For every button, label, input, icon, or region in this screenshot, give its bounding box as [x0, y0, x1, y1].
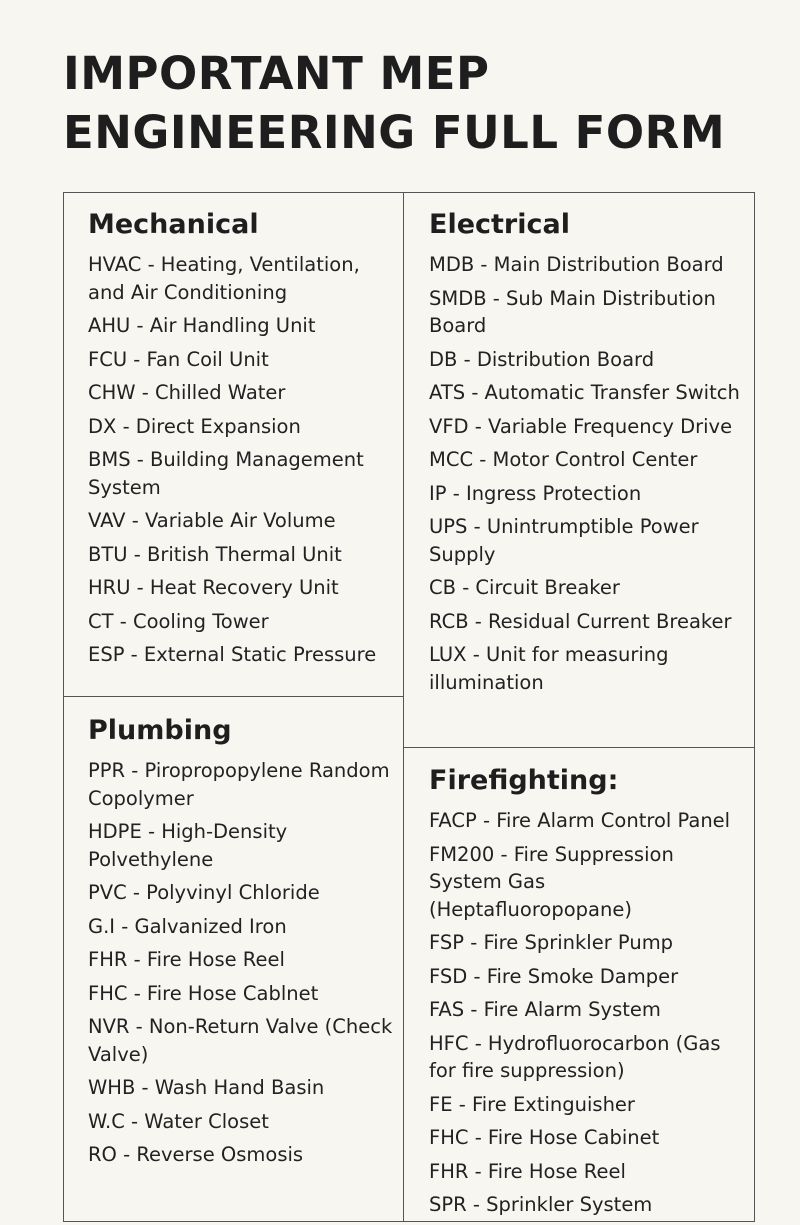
- electrical-firefighting-divider: [403, 747, 755, 748]
- mechanical-heading: Mechanical: [88, 209, 259, 240]
- page-title-line-1: IMPORTANT MEP: [63, 47, 490, 100]
- list-item: ATS - Automatic Transfer Switch: [429, 381, 740, 404]
- page-title-line-2: ENGINEERING FULL FORM: [63, 106, 726, 159]
- electrical-list: [429, 251, 745, 696]
- list-item: ESP - External Static Pressure: [88, 643, 377, 666]
- list-item: BMS - Building Management System: [88, 448, 364, 499]
- list-item: VFD - Variable Frequency Drive: [429, 414, 733, 438]
- list-item: UPS - Unintrumptible Power Supply: [429, 515, 699, 566]
- list-item: PPR - Piropropopylene Random Copolymer: [88, 759, 390, 810]
- electrical-heading: Electrical: [429, 209, 570, 240]
- electrical-section: [429, 208, 745, 702]
- list-item: SPR - Sprinkler System: [429, 1193, 653, 1216]
- list-item: SMDB - Sub Main Distribution Board: [429, 286, 716, 337]
- list-item: WHB - Wash Hand Basin: [88, 1076, 325, 1099]
- list-item: FHR - Fire Hose Reel: [88, 948, 285, 971]
- list-item: G.I - Galvanized Iron: [88, 914, 287, 938]
- list-item: CB - Circuit Breaker: [429, 576, 620, 599]
- page-title: [63, 44, 783, 162]
- mechanical-plumbing-divider: [63, 696, 404, 697]
- list-item: AHU - Air Handling Unit: [88, 314, 316, 337]
- list-item: FACP - Fire Alarm Control Panel: [429, 809, 731, 832]
- list-item: FAS - Fire Alarm System: [429, 998, 661, 1021]
- mechanical-section: [88, 208, 394, 675]
- list-item: FSP - Fire Sprinkler Pump: [429, 931, 674, 954]
- list-item: CHW - Chilled Water: [88, 381, 286, 404]
- plumbing-list: [88, 757, 394, 1169]
- list-item: CT - Cooling Tower: [88, 609, 269, 633]
- list-item: FHR - Fire Hose Reel: [429, 1159, 626, 1183]
- list-item: BTU - British Thermal Unit: [88, 542, 342, 566]
- list-item: FSD - Fire Smoke Damper: [429, 964, 679, 988]
- firefighting-list: [429, 807, 751, 1219]
- plumbing-heading: Plumbing: [88, 715, 232, 746]
- list-item: MCC - Motor Control Center: [429, 448, 698, 471]
- list-item: HVAC - Heating, Ventilation, and Air Conditioning: [88, 253, 360, 304]
- list-item: MDB - Main Distribution Board: [429, 253, 724, 276]
- list-item: RCB - Residual Current Breaker: [429, 609, 732, 633]
- list-item: FE - Fire Extinguisher: [429, 1092, 635, 1116]
- firefighting-heading: Firefighting:: [429, 765, 619, 796]
- list-item: FHC - Fire Hose Cablnet: [88, 981, 319, 1005]
- list-item: PVC - Polyvinyl Chloride: [88, 881, 320, 904]
- mechanical-list: [88, 251, 394, 669]
- list-item: RO - Reverse Osmosis: [88, 1143, 304, 1166]
- list-item: IP - Ingress Protection: [429, 481, 642, 505]
- list-item: DX - Direct Expansion: [88, 414, 301, 438]
- list-item: HFC - Hydrofluorocarbon (Gas for fire suppression): [429, 1031, 721, 1082]
- list-item: FM200 - Fire Suppression System Gas (Heptafluoropopane): [429, 842, 674, 921]
- list-item: LUX - Unit for measuring illumination: [429, 643, 669, 694]
- list-item: HRU - Heat Recovery Unit: [88, 576, 339, 599]
- list-item: W.C - Water Closet: [88, 1109, 269, 1133]
- list-item: DB - Distribution Board: [429, 347, 655, 371]
- plumbing-section: [88, 714, 394, 1175]
- list-item: HDPE - High-Density Polvethylene: [88, 820, 288, 871]
- firefighting-section: [429, 764, 751, 1225]
- list-item: VAV - Variable Air Volume: [88, 509, 336, 532]
- list-item: NVR - Non-Return Valve (Check Valve): [88, 1015, 393, 1066]
- list-item: FHC - Fire Hose Cabinet: [429, 1126, 660, 1149]
- list-item: FCU - Fan Coil Unit: [88, 347, 269, 371]
